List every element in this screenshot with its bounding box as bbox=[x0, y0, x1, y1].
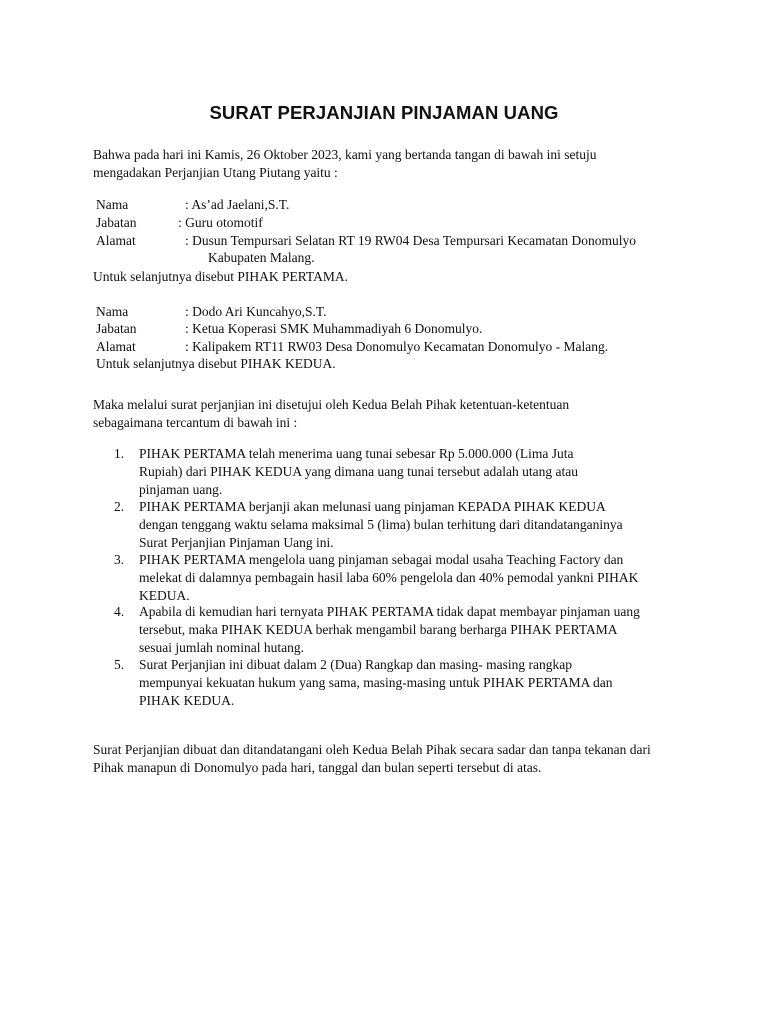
closing-line: Surat Perjanjian dibuat dan ditandatangani oleh Kedua Belah Pihak secara sadar dan tanpa tekanan dari bbox=[93, 742, 651, 757]
term-line: Rupiah) dari PIHAK KEDUA yang dimana uang tunai tersebut adalah utang atau bbox=[139, 464, 579, 479]
term-number: 1. bbox=[114, 446, 125, 461]
term-line: sesuai jumlah nominal hutang. bbox=[139, 640, 304, 655]
term-number: 3. bbox=[114, 552, 125, 567]
party1-name-row bbox=[96, 196, 696, 214]
term-line: PIHAK KEDUA. bbox=[139, 693, 235, 708]
terms-intro-line: sebagaimana tercantum di bawah ini : bbox=[93, 415, 298, 430]
party1-position-row bbox=[96, 214, 696, 232]
term-line: Apabila di kemudian hari ternyata PIHAK PERTAMA tidak dapat membayar pinjaman uang bbox=[139, 604, 640, 619]
terms-intro-paragraph bbox=[93, 396, 693, 432]
term-line: tersebut, maka PIHAK KEDUA berhak mengambil barang berharga PIHAK PERTAMA bbox=[139, 622, 618, 637]
party1-address-cont-row bbox=[96, 249, 696, 267]
term-line: PIHAK PERTAMA berjanji akan melunasi uang pinjaman KEPADA PIHAK KEDUA bbox=[139, 499, 606, 514]
party2-designation-row bbox=[96, 355, 696, 373]
party1-name-label: Nama bbox=[96, 197, 129, 212]
party1-address-row bbox=[96, 232, 696, 250]
party1-name-value: : As’ad Jaelani,S.T. bbox=[185, 197, 290, 212]
term-line: PIHAK PERTAMA telah menerima uang tunai sebesar Rp 5.000.000 (Lima Juta bbox=[139, 446, 574, 461]
intro-line: Bahwa pada hari ini Kamis, 26 Oktober 2023, kami yang bertanda tangan di bawah ini setuju bbox=[93, 147, 597, 162]
party2-position-value: : Ketua Koperasi SMK Muhammadiyah 6 Donomulyo. bbox=[185, 321, 483, 336]
term-text bbox=[139, 498, 659, 552]
intro-paragraph bbox=[93, 146, 693, 182]
term-number: 5. bbox=[114, 657, 125, 672]
term-text bbox=[139, 551, 659, 605]
term-line: Surat Perjanjian ini dibuat dalam 2 (Dua) Rangkap dan masing- masing rangkap bbox=[139, 657, 573, 672]
party1-address-value: : Dusun Tempursari Selatan RT 19 RW04 Desa Tempursari Kecamatan Donomulyo bbox=[185, 233, 636, 248]
party2-address-label: Alamat bbox=[96, 339, 136, 354]
party1-designation-text: Untuk selanjutnya disebut PIHAK PERTAMA. bbox=[93, 269, 348, 284]
closing-paragraph bbox=[93, 741, 733, 777]
document-title: SURAT PERJANJIAN PINJAMAN UANG bbox=[209, 102, 559, 123]
party2-designation: Untuk selanjutnya disebut PIHAK KEDUA. bbox=[96, 356, 336, 371]
closing-line: Pihak manapun di Donomulyo pada hari, tanggal dan bulan seperti tersebut di atas. bbox=[93, 760, 542, 775]
party1-designation bbox=[93, 268, 693, 286]
party1-position-value: : Guru otomotif bbox=[178, 215, 263, 230]
term-number: 2. bbox=[114, 499, 125, 514]
term-line: PIHAK PERTAMA mengelola uang pinjaman sebagai modal usaha Teaching Factory dan bbox=[139, 552, 624, 567]
term-line: dengan tenggang waktu selama maksimal 5 (lima) bulan terhitung dari ditandatanganinya bbox=[139, 517, 623, 532]
term-line: melekat di dalamnya pembagain hasil laba 60% pengelola dan 40% pemodal yankni PIHAK bbox=[139, 570, 639, 585]
party2-name-value: : Dodo Ari Kuncahyo,S.T. bbox=[185, 304, 327, 319]
term-number: 4. bbox=[114, 604, 125, 619]
party2-name-row bbox=[96, 303, 696, 321]
term-line: Surat Perjanjian Pinjaman Uang ini. bbox=[139, 535, 334, 550]
party2-position-row bbox=[96, 320, 696, 338]
term-text bbox=[139, 445, 659, 499]
intro-line: mengadakan Perjanjian Utang Piutang yaitu : bbox=[93, 165, 338, 180]
party2-address-row bbox=[96, 338, 696, 356]
term-text bbox=[139, 603, 659, 657]
party1-address-label: Alamat bbox=[96, 233, 136, 248]
party2-position-label: Jabatan bbox=[96, 321, 137, 336]
party2-name-label: Nama bbox=[96, 304, 129, 319]
term-line: KEDUA. bbox=[139, 588, 190, 603]
party2-address-value: : Kalipakem RT11 RW03 Desa Donomulyo Kecamatan Donomulyo - Malang. bbox=[185, 339, 609, 354]
party1-position-label: Jabatan bbox=[96, 215, 137, 230]
term-line: mempunyai kekuatan hukum yang sama, masing-masing untuk PIHAK PERTAMA dan bbox=[139, 675, 613, 690]
term-line: pinjaman uang. bbox=[139, 482, 223, 497]
term-text bbox=[139, 656, 659, 710]
party1-address-value-cont: Kabupaten Malang. bbox=[208, 250, 315, 265]
terms-intro-line: Maka melalui surat perjanjian ini disetujui oleh Kedua Belah Pihak ketentuan-ketentuan bbox=[93, 397, 570, 412]
